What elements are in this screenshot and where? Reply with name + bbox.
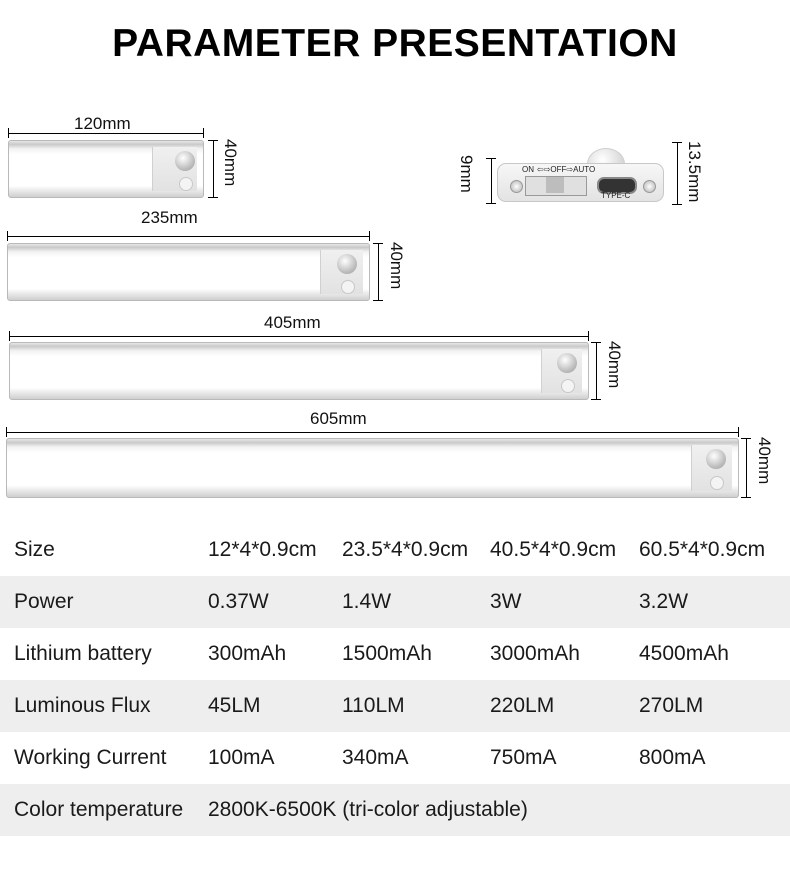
- switch-mode-label: ⇦⇨OFF⇨AUTO: [537, 165, 596, 174]
- cell: 45LM: [208, 680, 342, 732]
- page-title: PARAMETER PRESENTATION: [112, 22, 678, 65]
- length-label-120: 120mm: [74, 114, 131, 133]
- cell: 2800K-6500K (tri-color adjustable): [208, 784, 790, 836]
- table-row-size: [0, 524, 790, 576]
- switch-height-label: 13.5mm: [685, 141, 704, 203]
- row-label: Luminous Flux: [0, 680, 208, 732]
- motion-sensor-icon: [175, 151, 195, 171]
- light-sensor-icon: [179, 177, 193, 191]
- height-label-bar3: 40mm: [605, 341, 624, 389]
- motion-sensor-icon: [337, 254, 357, 274]
- screw-icon: [510, 180, 523, 193]
- type-c-label: TYPE-C: [601, 191, 631, 200]
- light-bar-605mm: [6, 438, 739, 498]
- height-label-bar2: 40mm: [387, 242, 406, 290]
- row-label: Lithium battery: [14, 642, 152, 665]
- cell: 4500mAh: [639, 642, 729, 665]
- cell: 60.5*4*0.9cm: [639, 538, 766, 561]
- light-bar-235mm: [7, 243, 370, 301]
- motion-sensor-icon: [706, 449, 726, 469]
- light-sensor-icon: [710, 476, 724, 490]
- row-label: Power: [0, 576, 208, 628]
- height-label-bar4: 40mm: [755, 437, 774, 485]
- table-row-battery: [0, 628, 790, 680]
- cell: 340mA: [342, 746, 409, 769]
- light-bar-120mm: [8, 140, 204, 198]
- cell: 3000mAh: [490, 642, 580, 665]
- table-row-power: [0, 576, 790, 628]
- motion-sensor-icon: [557, 353, 577, 373]
- cell: 300mAh: [208, 642, 287, 665]
- cell: 3W: [490, 576, 639, 628]
- cell: 220LM: [490, 680, 639, 732]
- light-sensor-icon: [561, 379, 575, 393]
- row-label: Working Current: [14, 746, 167, 769]
- cell: 110LM: [342, 680, 490, 732]
- switch-on-label: ON: [522, 165, 534, 174]
- cell: 100mA: [208, 746, 275, 769]
- height-label-bar1: 40mm: [221, 139, 240, 187]
- cell: 1.4W: [342, 576, 490, 628]
- length-label-605: 605mm: [310, 409, 367, 428]
- light-bar-405mm: [9, 342, 589, 400]
- table-row-working-current: [0, 732, 790, 784]
- cell: 3.2W: [639, 576, 790, 628]
- length-label-405: 405mm: [264, 313, 321, 332]
- cell: 23.5*4*0.9cm: [342, 538, 469, 561]
- cell: 750mA: [490, 746, 557, 769]
- cell: 1500mAh: [342, 642, 432, 665]
- spec-table: [0, 524, 790, 836]
- cell: 270LM: [639, 680, 790, 732]
- cell: 12*4*0.9cm: [208, 538, 317, 561]
- length-label-235: 235mm: [141, 208, 198, 227]
- switch-thickness-label: 9mm: [457, 155, 476, 193]
- cell: 40.5*4*0.9cm: [490, 538, 617, 561]
- mode-switch-thumb: [546, 177, 564, 193]
- row-label: Color temperature: [0, 784, 208, 836]
- table-row-color-temperature: [0, 784, 790, 836]
- cell: 0.37W: [208, 576, 342, 628]
- cell: 800mA: [639, 746, 706, 769]
- screw-icon: [643, 180, 656, 193]
- row-label: Size: [14, 538, 55, 561]
- light-sensor-icon: [341, 280, 355, 294]
- table-row-luminous-flux: [0, 680, 790, 732]
